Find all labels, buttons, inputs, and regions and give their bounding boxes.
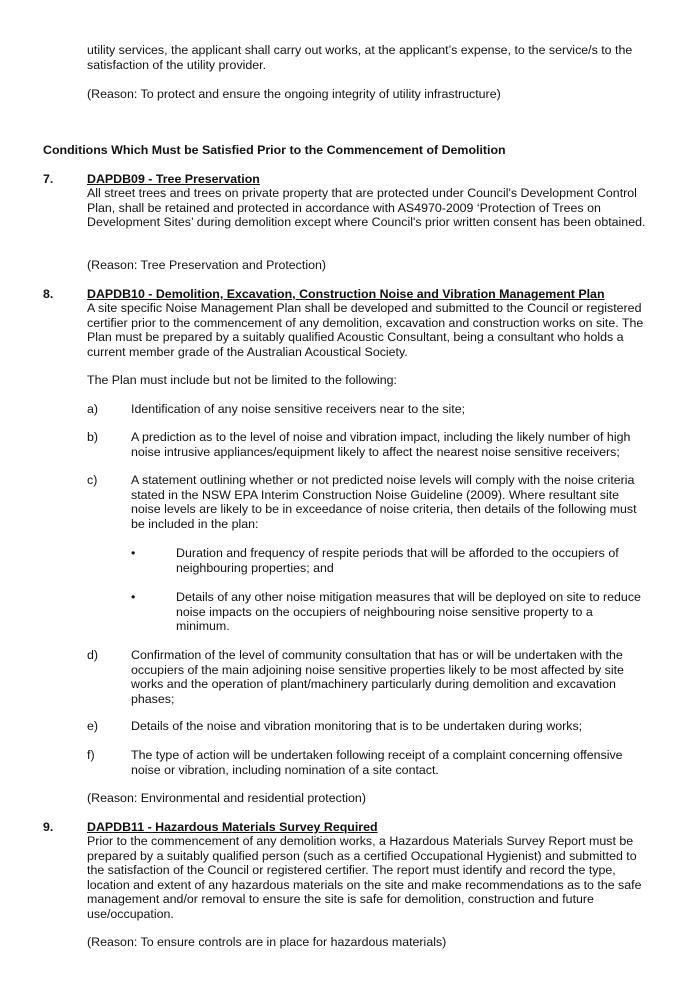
condition-8-number: 8.: [43, 287, 54, 301]
list-item-d-text: Confirmation of the level of community consultation that has or will be undertaken with the occupiers of the main adjoining noise sensitive properties likely to be most affected by site works and the operation of plant/machinery particularly during demolition and excavation phases;: [131, 648, 624, 706]
bullet-2-symbol: •: [131, 590, 136, 604]
list-item-f-text: The type of action will be undertaken following receipt of a complaint concerning offensive noise or vibration, including nomination of a site contact.: [131, 748, 623, 777]
condition-9-title: DAPDB11 - Hazardous Materials Survey Required: [87, 820, 378, 834]
condition-7-reason: (Reason: Tree Preservation and Protection): [87, 258, 326, 272]
bullet-2-text: Details of any other noise mitigation measures that will be deployed on site to reduce noise impacts on the occupiers of neighbouring noise sensitive property to a minimum.: [176, 590, 641, 634]
condition-9-reason: (Reason: To ensure controls are in place for hazardous materials): [87, 935, 447, 949]
section-heading: Conditions Which Must be Satisfied Prior to the Commencement of Demolition: [43, 143, 506, 157]
condition-9-body: Prior to the commencement of any demolition works, a Hazardous Materials Survey Report must be prepared by a suitably qualified person (such as a certified Occupational Hygienist) and submitted to the satisfaction of the Council or registered certifier. The report must identify and record the type, location and extent of any hazardous materials on the site and make recommendations as to the safe management and/or removal to ensure the site is safe for demolition, construction and future use/occupation.: [87, 834, 642, 921]
list-item-d-letter: d): [87, 648, 99, 662]
list-item-e-text: Details of the noise and vibration monitoring that is to be undertaken during works;: [131, 719, 583, 733]
condition-8-title: DAPDB10 - Demolition, Excavation, Construction Noise and Vibration Management Plan: [87, 287, 605, 301]
condition-8-reason: (Reason: Environmental and residential protection): [87, 791, 366, 805]
condition-7-body: All street trees and trees on private property that are protected under Council's Development Control Plan, shall be retained and protected in accordance with AS4970-2009 ‘Protection of Trees on Development Sites’ during demolition except where Council's prior written consent has been obtained.: [87, 186, 646, 230]
list-item-f-letter: f): [87, 748, 95, 762]
list-item-e-letter: e): [87, 719, 99, 733]
condition-7-number: 7.: [43, 172, 54, 186]
list-item-a-text: Identification of any noise sensitive receivers near to the site;: [131, 402, 466, 416]
condition-8-body: A site specific Noise Management Plan shall be developed and submitted to the Council or registered certifier prior to the commencement of any demolition, excavation and construction works on site. The Plan must be prepared by a suitably qualified Acoustic Consultant, being a consultant who holds a current member grade of the Australian Acoustical Society.: [87, 301, 644, 359]
intro-paragraph: utility services, the applicant shall carry out works, at the applicant’s expense, to the service/s to the satisfaction of the utility provider.: [87, 43, 633, 72]
bullet-1-text: Duration and frequency of respite periods that will be afforded to the occupiers of neighbouring properties; and: [176, 546, 619, 575]
list-item-c-letter: c): [87, 473, 98, 487]
list-item-a-letter: a): [87, 402, 99, 416]
condition-9-number: 9.: [43, 820, 54, 834]
list-item-c-text: A statement outlining whether or not predicted noise levels will comply with the noise criteria stated in the NSW EPA Interim Construction Noise Guideline (2009). Where resultant site noise levels are likely to be in exceedance of noise criteria, then details of the following must be included in the plan:: [131, 473, 637, 531]
intro-reason: (Reason: To protect and ensure the ongoing integrity of utility infrastructure): [87, 87, 501, 101]
condition-7-title: DAPDB09 - Tree Preservation: [87, 172, 260, 186]
bullet-1-symbol: •: [131, 546, 136, 560]
list-item-b-letter: b): [87, 430, 99, 444]
list-item-b-text: A prediction as to the level of noise and vibration impact, including the likely number of high noise intrusive appliances/equipment likely to affect the nearest noise sensitive receivers;: [131, 430, 631, 459]
condition-8-list-intro: The Plan must include but not be limited to the following:: [87, 373, 397, 387]
